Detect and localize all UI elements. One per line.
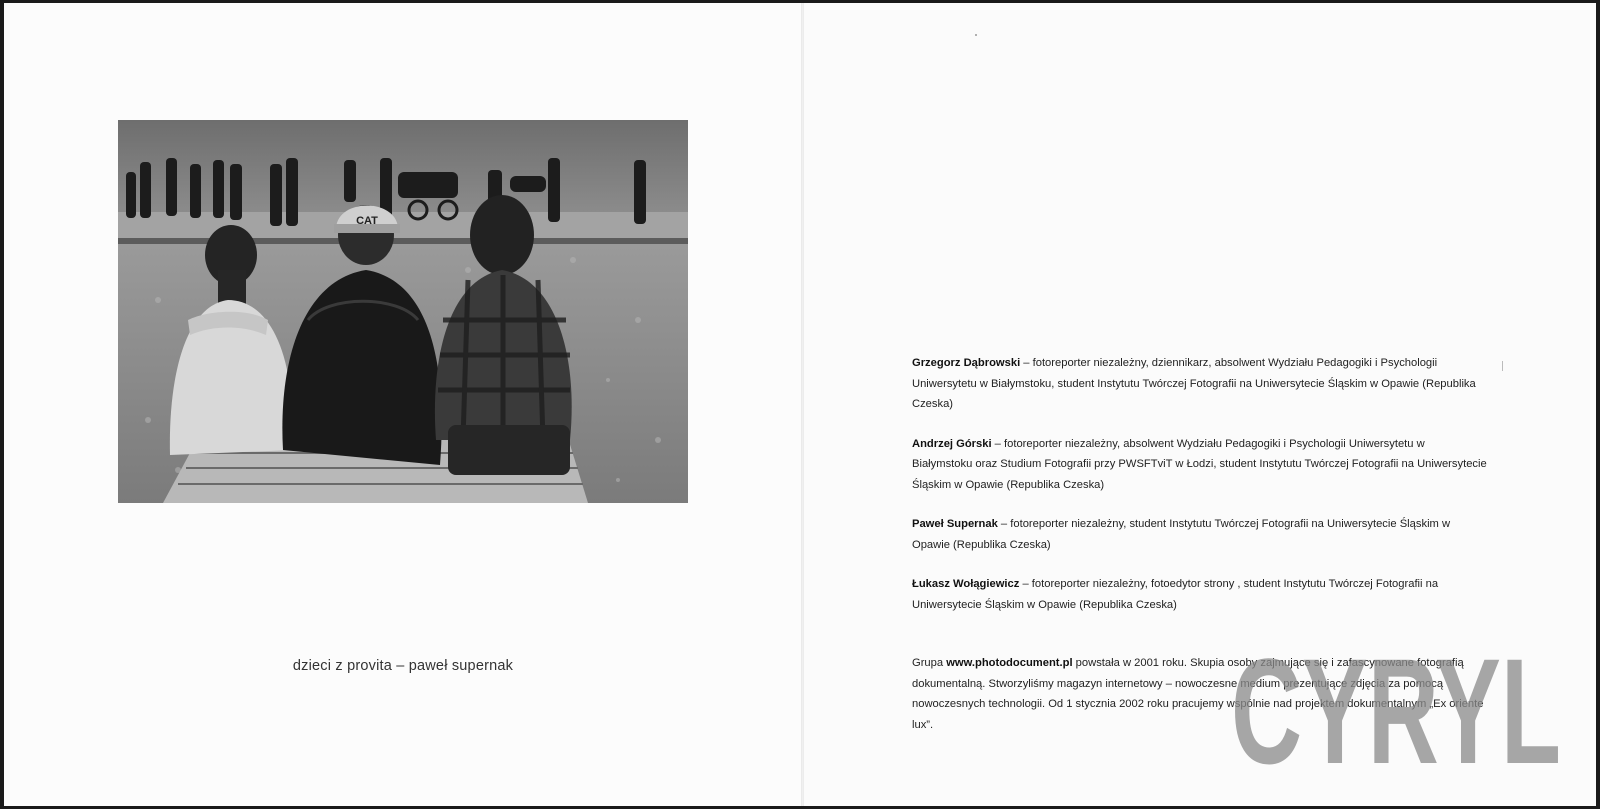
book-spread: [4, 3, 1596, 806]
bio-text: – fotoreporter niezależny, fotoedytor strony , student Instytutu Twórczej Fotografii na Uniwersytecie Śląskim w Opawie (Republika Czeska): [912, 578, 1439, 611]
photo-caption: dzieci z provita – paweł supernak: [292, 658, 514, 674]
photograph: [118, 120, 688, 503]
bio-grzegorz-dabrowski: [912, 353, 1488, 415]
bio-text: – fotoreporter niezależny, dziennikarz, absolwent Wydziału Pedagogiki i Psychologii Uniwersytetu w Białymstoku, student Instytutu Twórczej Fotografii na Uniwersytecie Śląskim w Opawie (Republika Czeska): [912, 357, 1476, 410]
paper-mark: [1502, 361, 1503, 371]
bio-andrzej-gorski: [912, 434, 1488, 496]
bio-name: Grzegorz Dąbrowski: [912, 357, 1021, 369]
watermark-text: CYRYL: [1231, 627, 1561, 771]
bio-text: – fotoreporter niezależny, absolwent Wydziału Pedagogiki i Psychologii Uniwersytetu w Białymstoku oraz Studium Fotografii przy PWSFTviT w Łodzi, student Instytutu Twórczej Fotografii na Uniwersytecie Śląskim w Opawie (Republika Czeska): [912, 437, 1487, 491]
author-bios: [912, 353, 1488, 754]
paper-speck: [975, 34, 977, 36]
about-group: [912, 653, 1488, 735]
about-prefix: Grupa: [912, 657, 947, 669]
photo-image-icon: [118, 120, 688, 503]
bio-name: Andrzej Górski: [912, 437, 992, 450]
about-site: www.photodocument.pl: [946, 657, 1073, 669]
bio-lukasz-wolagiewicz: [912, 574, 1488, 615]
bio-pawel-supernak: [912, 514, 1488, 555]
about-text: powstała w 2001 roku. Skupia osoby zajmujące się i zafascynowane fotografią dokumentalną. Stworzyliśmy magazyn internetowy – nowoczesne medium prezentujące zdjęcia za pomocą nowoczesnych technologii. Od 1 stycznia 2002 roku pracujemy wspólnie nad projektem dokumentalnym „Ex oriente lux”.: [912, 657, 1484, 731]
cap-label: CAT: [356, 215, 378, 227]
bio-text: – fotoreporter niezależny, student Instytutu Twórczej Fotografii na Uniwersytecie Śląskim w Opawie (Republika Czeska): [912, 518, 1451, 551]
left-page: [4, 3, 802, 806]
bio-name: Paweł Supernak: [912, 518, 998, 530]
bio-name: Łukasz Wołągiewicz: [912, 578, 1020, 590]
